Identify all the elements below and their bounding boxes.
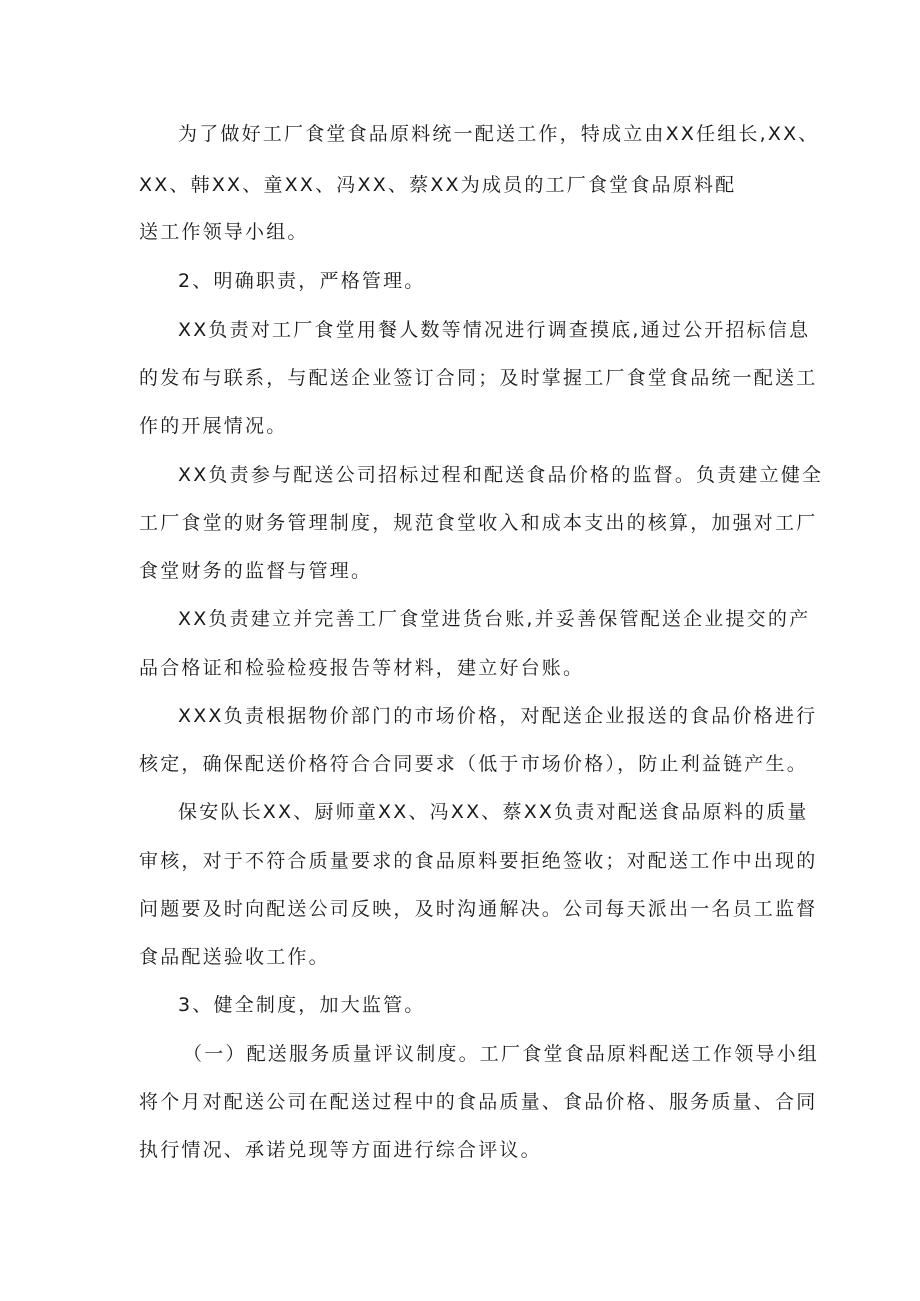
paragraph-line: 食品配送验收工作。 xyxy=(139,946,330,968)
paragraph-line: 送工作领导小组。 xyxy=(139,221,309,243)
paragraph-line: XXX负责根据物价部门的市场价格，对配送企业报送的食品价格进行 xyxy=(178,705,818,727)
paragraph-line: 作的开展情况。 xyxy=(139,415,288,437)
paragraph-line: 食堂财务的监督与管理。 xyxy=(139,560,373,582)
paragraph-line: 工厂食堂的财务管理制度，规范食堂收入和成本支出的核算，加强对工厂 xyxy=(139,512,818,534)
paragraph-line: 将个月对配送公司在配送过程中的食品质量、食品价格、服务质量、合同 xyxy=(139,1091,818,1113)
section-heading: 3、健全制度，加大监管。 xyxy=(178,994,426,1016)
paragraph-line: （一）配送服务质量评议制度。工厂食堂食品原料配送工作领导小组 xyxy=(183,1043,820,1065)
section-heading: 2、明确职责，严格管理。 xyxy=(178,270,426,292)
paragraph-line: 核定，确保配送价格符合合同要求（低于市场价格），防止利益链产生。 xyxy=(139,753,808,775)
paragraph-line: XX负责参与配送公司招标过程和配送食品价格的监督。负责建立健全 xyxy=(178,464,824,486)
paragraph-line: XX负责对工厂食堂用餐人数等情况进行调查摸底,通过公开招标信息 xyxy=(178,319,811,341)
paragraph-line: 品合格证和检验检疫报告等材料，建立好台账。 xyxy=(139,657,585,679)
paragraph-line: 问题要及时向配送公司反映，及时沟通解决。公司每天派出一名员工监督 xyxy=(139,898,818,920)
paragraph-line: 保安队长XX、厨师童XX、冯XX、蔡XX负责对配送食品原料的质量 xyxy=(178,801,809,823)
paragraph-line: 审核，对于不符合质量要求的食品原料要拒绝签收；对配送工作中出现的 xyxy=(139,850,818,872)
paragraph-line: 执行情况、承诺兑现等方面进行综合评议。 xyxy=(139,1139,542,1161)
paragraph-line: XX、韩XX、童XX、冯XX、蔡XX为成员的工厂食堂食品原料配 xyxy=(139,174,737,196)
paragraph-line: 的发布与联系，与配送企业签订合同；及时掌握工厂食堂食品统一配送工 xyxy=(139,367,818,389)
paragraph-line: XX负责建立并完善工厂食堂进货台账,并妥善保管配送企业提交的产 xyxy=(178,608,811,630)
paragraph-line: 为了做好工厂食堂食品原料统一配送工作，特成立由XX任组长,XX、 xyxy=(178,123,820,145)
